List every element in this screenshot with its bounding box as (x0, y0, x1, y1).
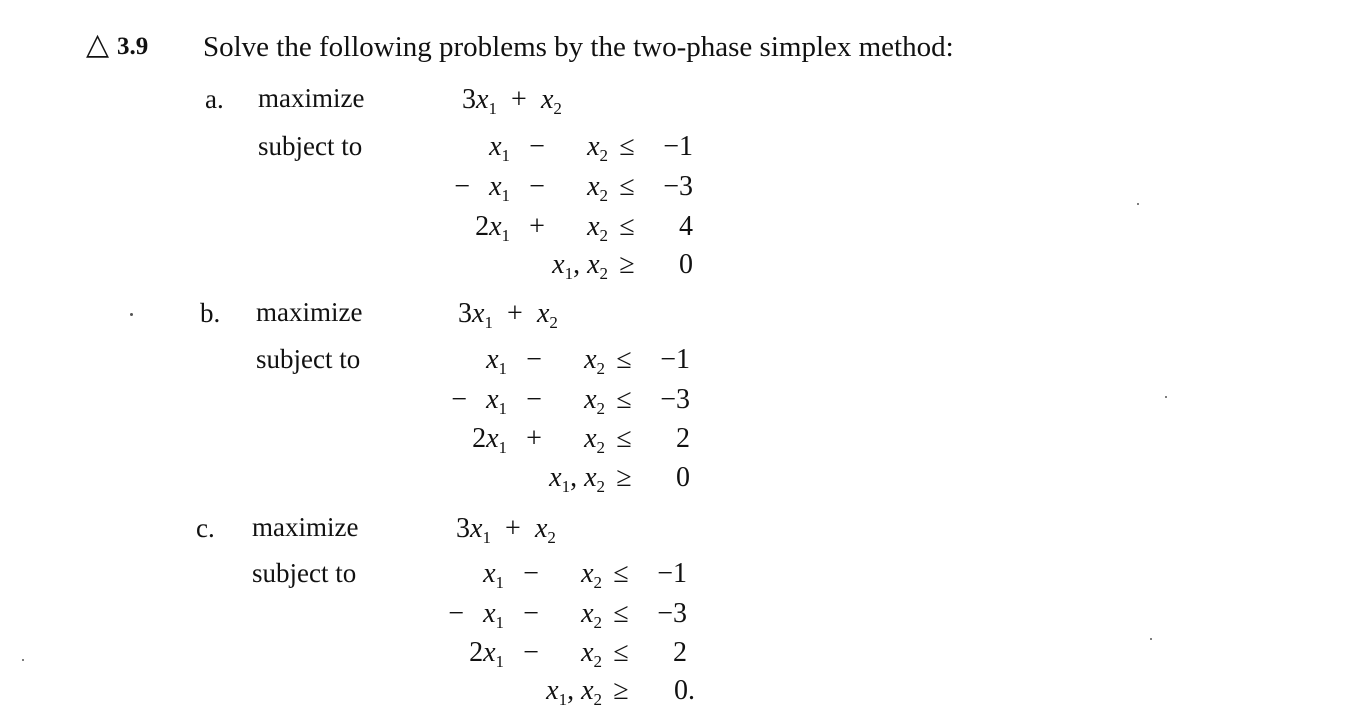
subscript: 1 (501, 226, 510, 245)
constraint-term-1 (489, 131, 510, 165)
constraint-operator: − (529, 171, 545, 202)
coefficient: 3 (462, 84, 476, 115)
subscript: 1 (498, 359, 507, 378)
subscript: 2 (599, 264, 608, 283)
subscript: 2 (596, 477, 605, 496)
constraint-term-1 (475, 211, 510, 245)
objective-term-1 (458, 298, 493, 332)
subscript: 2 (599, 146, 608, 165)
constraint-operator: − (523, 598, 539, 629)
constraint-sign: − (448, 598, 464, 629)
variable: x (584, 384, 597, 415)
constraint-relation: ≤ (616, 423, 632, 454)
variable: x (581, 598, 594, 629)
constraint-term-2 (584, 423, 605, 457)
subscript: 1 (484, 313, 493, 332)
separator: , (570, 462, 578, 493)
constraint-rhs: 2 (676, 423, 690, 454)
objective-term-1 (456, 513, 491, 547)
subscript: 2 (593, 573, 602, 592)
nonnegativity-relation: ≥ (613, 675, 629, 706)
constraint-term-1 (483, 598, 504, 632)
subscript: 1 (495, 613, 504, 632)
problem-label: a. (205, 84, 224, 114)
objective-term-2 (536, 298, 558, 332)
constraint-keyword: subject to (252, 558, 357, 588)
constraint-keyword: subject to (256, 344, 361, 374)
constraint-sign: − (451, 384, 467, 415)
constraint-term-1 (486, 344, 507, 378)
constraint-term-1 (472, 423, 507, 457)
variable: x (483, 558, 496, 589)
constraint-relation: ≤ (613, 637, 629, 668)
constraint-rhs: −1 (663, 131, 693, 162)
objective-operator: + (511, 84, 527, 115)
objective-function (462, 84, 562, 118)
subscript: 1 (564, 264, 574, 283)
objective-function (458, 298, 558, 332)
subscript: 1 (498, 399, 507, 418)
constraint-term-1 (489, 171, 510, 205)
variable: x (486, 384, 499, 415)
subscript: 2 (553, 99, 562, 118)
subscript: 2 (596, 438, 605, 457)
subscript: 2 (593, 613, 602, 632)
constraint-rhs: −1 (657, 558, 687, 589)
scan-speck (1150, 638, 1152, 640)
variable: x (581, 558, 594, 589)
constraint-term-2 (581, 637, 602, 671)
constraint-rhs: 2 (673, 637, 687, 668)
subscript: 1 (498, 438, 507, 457)
constraint-operator: − (526, 344, 542, 375)
subscript: 2 (593, 652, 602, 671)
constraint-relation: ≤ (616, 384, 632, 415)
nonnegativity-relation: ≥ (616, 462, 632, 493)
variable: x (489, 211, 502, 242)
variable: x (587, 211, 600, 242)
constraint-relation: ≤ (616, 344, 632, 375)
objective-term-2 (540, 84, 562, 118)
problem-label: c. (196, 513, 215, 543)
nonnegativity-vars (552, 249, 608, 283)
constraint-rhs: −1 (660, 344, 690, 375)
objective-keyword: maximize (252, 512, 359, 542)
constraint-sign: − (454, 171, 470, 202)
scan-speck (1137, 203, 1139, 205)
nonnegativity-vars (549, 462, 605, 496)
constraint-operator: − (526, 384, 542, 415)
scan-speck (130, 313, 133, 316)
subscript: 2 (599, 226, 608, 245)
variable: x (584, 462, 597, 493)
constraint-operator: − (523, 558, 539, 589)
objective-term-1 (462, 84, 497, 118)
variable: x (489, 131, 502, 162)
constraint-term-2 (584, 384, 605, 418)
variable: x (489, 171, 502, 202)
variable: x (587, 131, 600, 162)
nonnegativity-rhs: 0 (676, 462, 690, 493)
variable: x (581, 675, 594, 706)
constraint-keyword: subject to (258, 131, 363, 161)
subscript: 1 (561, 477, 571, 496)
constraint-term-1 (469, 637, 504, 671)
constraint-term-2 (581, 598, 602, 632)
constraint-term-2 (587, 171, 608, 205)
variable: x (584, 344, 597, 375)
coefficient: 2 (475, 211, 490, 242)
constraint-relation: ≤ (619, 171, 635, 202)
objective-operator: + (507, 298, 523, 329)
objective-term-2 (534, 513, 556, 547)
constraint-term-2 (581, 558, 602, 592)
variable: x (549, 462, 562, 493)
subscript: 2 (596, 359, 605, 378)
separator: , (567, 675, 575, 706)
variable: x (483, 637, 496, 668)
scan-speck (1165, 396, 1167, 398)
objective-function (456, 513, 556, 547)
subscript: 1 (501, 146, 510, 165)
variable: x (540, 84, 554, 115)
constraint-term-1 (486, 384, 507, 418)
constraint-rhs: −3 (657, 598, 687, 629)
nonnegativity-vars (546, 675, 602, 709)
constraint-term-1 (483, 558, 504, 592)
scan-speck (22, 659, 24, 661)
subscript: 1 (558, 690, 568, 709)
constraint-rhs: −3 (660, 384, 690, 415)
subscript: 2 (593, 690, 602, 709)
subscript: 2 (599, 186, 608, 205)
constraint-rhs: 4 (679, 211, 693, 242)
constraint-relation: ≤ (619, 131, 635, 162)
triangle-marker-icon: △ (86, 28, 110, 61)
subscript: 2 (547, 528, 556, 547)
nonnegativity-relation: ≥ (619, 249, 635, 280)
constraint-term-2 (587, 131, 608, 165)
variable: x (470, 513, 483, 544)
constraint-operator: − (523, 637, 539, 668)
variable: x (534, 513, 548, 544)
variable: x (472, 298, 485, 329)
subscript: 1 (488, 99, 497, 118)
constraint-operator: + (529, 211, 545, 242)
constraint-rhs: −3 (663, 171, 693, 202)
variable: x (483, 598, 496, 629)
variable: x (476, 84, 489, 115)
objective-keyword: maximize (256, 297, 363, 327)
constraint-relation: ≤ (613, 598, 629, 629)
objective-operator: + (505, 513, 521, 544)
variable: x (536, 298, 550, 329)
variable: x (587, 171, 600, 202)
nonnegativity-rhs: 0 (679, 249, 693, 280)
variable: x (486, 344, 499, 375)
subscript: 2 (596, 399, 605, 418)
exercise-number: 3.9 (117, 33, 149, 60)
constraint-operator: − (529, 131, 545, 162)
subscript: 1 (495, 573, 504, 592)
variable: x (581, 637, 594, 668)
coefficient: 2 (469, 637, 484, 668)
exercise-instruction: Solve the following problems by the two-phase simplex method: (203, 31, 954, 63)
coefficient: 2 (472, 423, 487, 454)
variable: x (546, 675, 559, 706)
objective-keyword: maximize (258, 83, 365, 113)
constraint-relation: ≤ (619, 211, 635, 242)
coefficient: 3 (458, 298, 472, 329)
subscript: 1 (482, 528, 491, 547)
variable: x (587, 249, 600, 280)
constraint-relation: ≤ (613, 558, 629, 589)
problem-label: b. (200, 298, 221, 328)
subscript: 2 (549, 313, 558, 332)
variable: x (584, 423, 597, 454)
constraint-term-2 (584, 344, 605, 378)
variable: x (552, 249, 565, 280)
constraint-operator: + (526, 423, 542, 454)
nonnegativity-rhs: 0. (674, 675, 695, 706)
separator: , (573, 249, 581, 280)
coefficient: 3 (456, 513, 470, 544)
constraint-term-2 (587, 211, 608, 245)
variable: x (486, 423, 499, 454)
subscript: 1 (501, 186, 510, 205)
subscript: 1 (495, 652, 504, 671)
